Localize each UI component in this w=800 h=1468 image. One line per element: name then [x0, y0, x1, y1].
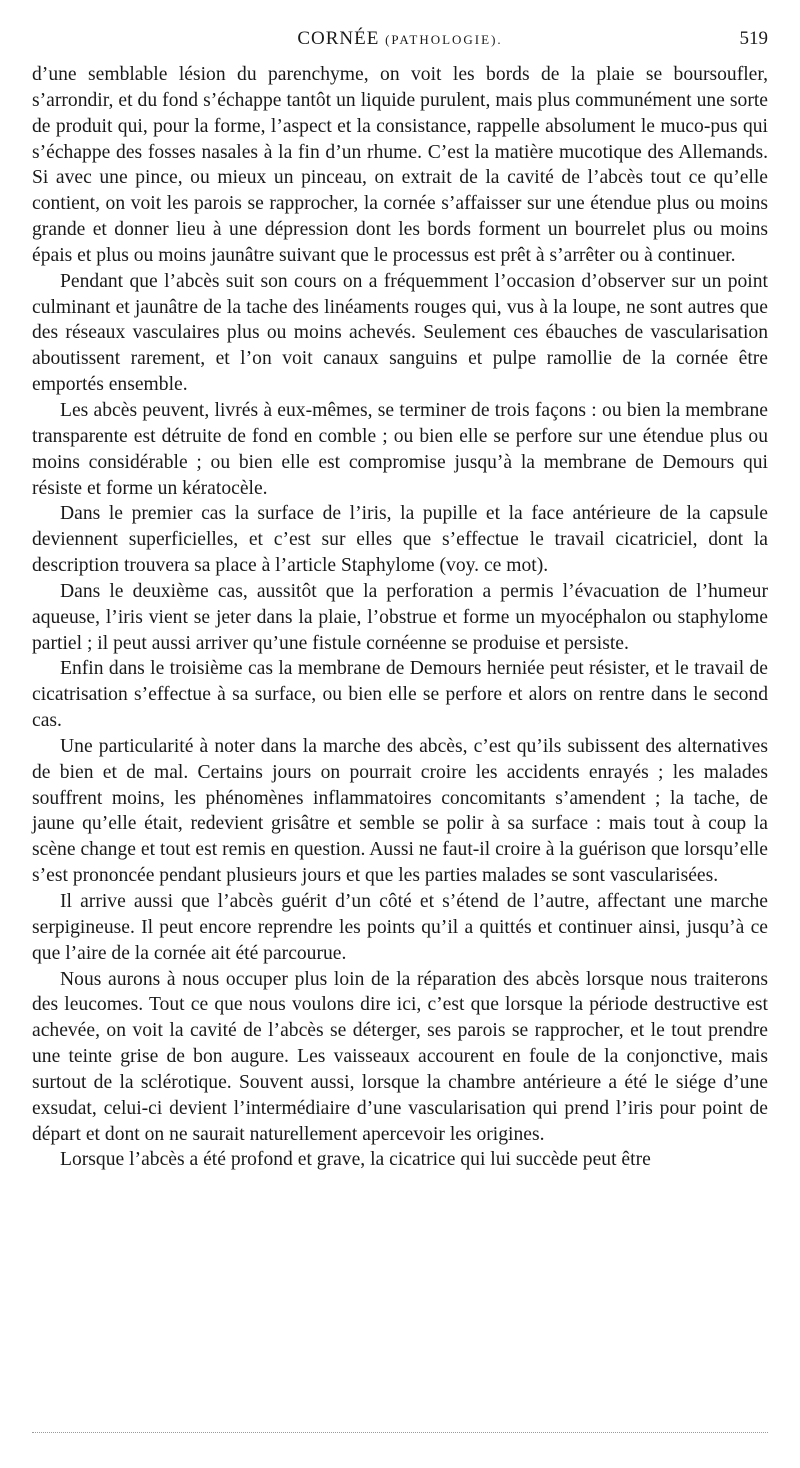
page-header — [32, 28, 768, 58]
paragraph: Enfin dans le troisième cas la membrane de Demours herniée peut résister, et le travail de cicatrisation s’effectue à sa surface, ou bien elle se perfore et alors on rentre dans le second cas. — [32, 658, 768, 732]
paragraph: d’une semblable lésion du parenchyme, on voit les bords de la plaie se boursoufler, s’arrondir, et du fond s’échappe tantôt un liquide purulent, mais plus communément une sorte de produit qui, pour la forme, l’aspect et la consistance, rappelle absolument le muco-pus qui s’échappe des fosses nasales à la fin d’un rhume. C’est la matière mucotique des Allemands. Si avec une pince, ou mieux un pinceau, on extrait de la cavité de l’abcès tout ce qu’elle contient, on voit les parois se rapprocher, la cornée s’affaisser sur une étendue plus ou moins grande et donner lieu à une dépression dont les bords forment un bourrelet plus ou moins épais et plus ou moins jaunâtre suivant que le processus est prêt à s’arrêter ou à continuer. — [32, 64, 768, 266]
footer-dotted-rule — [32, 1432, 768, 1433]
paragraph: Une particularité à noter dans la marche des abcès, c’est qu’ils subissent des alternatives de bien et de mal. Certains jours on pourrait croire les accidents enrayés ; les malades souffrent moins, les phénomènes inflammatoires concomitants s’amendent ; la tache, de jaune qu’elle était, redevient grisâtre et semble se polir à sa surface : mais tout à coup la scène change et tout est remis en question. Aussi ne faut-il croire à la guérison que lorsqu’elle s’est prononcée pendant plusieurs jours et que les parties malades se sont vascularisées. — [32, 735, 768, 887]
paragraph: Les abcès peuvent, livrés à eux-mêmes, se terminer de trois façons : ou bien la membrane transparente est détruite de fond en comble ; ou bien elle se perfore sur une étendue plus ou moins considérable ; ou bien elle est compromise jusqu’à la membrane de Demours qui résiste et forme un kératocèle. — [32, 399, 768, 499]
paragraph: Pendant que l’abcès suit son cours on a fréquemment l’occasion d’observer sur un point culminant et jaunâtre de la tache des linéaments rouges qui, vus à la loupe, ne sont autres que des réseaux vasculaires plus ou moins achevés. Seulement ces ébauches de vascularisation aboutissent rarement, et l’on voit canaux sanguins et pulpe ramollie de la cornée être emportés ensemble. — [32, 270, 768, 396]
header-subtitle: (PATHOLOGIE). — [385, 32, 503, 47]
page-number: 519 — [739, 28, 768, 49]
header-title: CORNÉE — [297, 28, 380, 49]
paragraph: Il arrive aussi que l’abcès guérit d’un côté et s’étend de l’autre, affectant une marche serpigineuse. Il peut encore reprendre les points qu’il a quittés et continuer ainsi, jusqu’à ce que l’aire de la cornée ait été parcourue. — [32, 891, 768, 964]
paragraph: Dans le deuxième cas, aussitôt que la perforation a permis l’évacuation de l’humeur aqueuse, l’iris vient se jeter dans la plaie, l’obstrue et forme un myocéphalon ou staphylome partiel ; il peut aussi arriver qu’une fistule cornéenne se produise et persiste. — [32, 580, 768, 654]
paragraph: Nous aurons à nous occuper plus loin de la réparation des abcès lorsque nous traiterons des leucomes. Tout ce que nous voulons dire ici, c’est que lorsque la période destructive est achevée, on voit la cavité de l’abcès se déterger, ses parois se rapprocher, et le tout prendre une teinte grise de bon augure. Les vaisseaux accourent en foule de la conjonctive, mais surtout de la sclérotique. Souvent aussi, lorsque la chambre antérieure a été le siége d’une exsudat, celui-ci devient l’intermédiaire d’une vascularisation qui prend l’iris pour point de départ et dont on ne saurait naturellement apercevoir les origines. — [32, 968, 768, 1145]
running-title — [32, 28, 768, 50]
paragraph: Dans le premier cas la surface de l’iris, la pupille et la face antérieure de la capsule deviennent superficielles, et c’est sur elles que s’effectue le travail cicatriciel, dont la description trouvera sa place à l’article Staphylome (voy. ce mot). — [32, 503, 768, 577]
body-text — [32, 62, 768, 1173]
paragraph: Lorsque l’abcès a été profond et grave, la cicatrice qui lui succède peut être — [60, 1149, 651, 1171]
